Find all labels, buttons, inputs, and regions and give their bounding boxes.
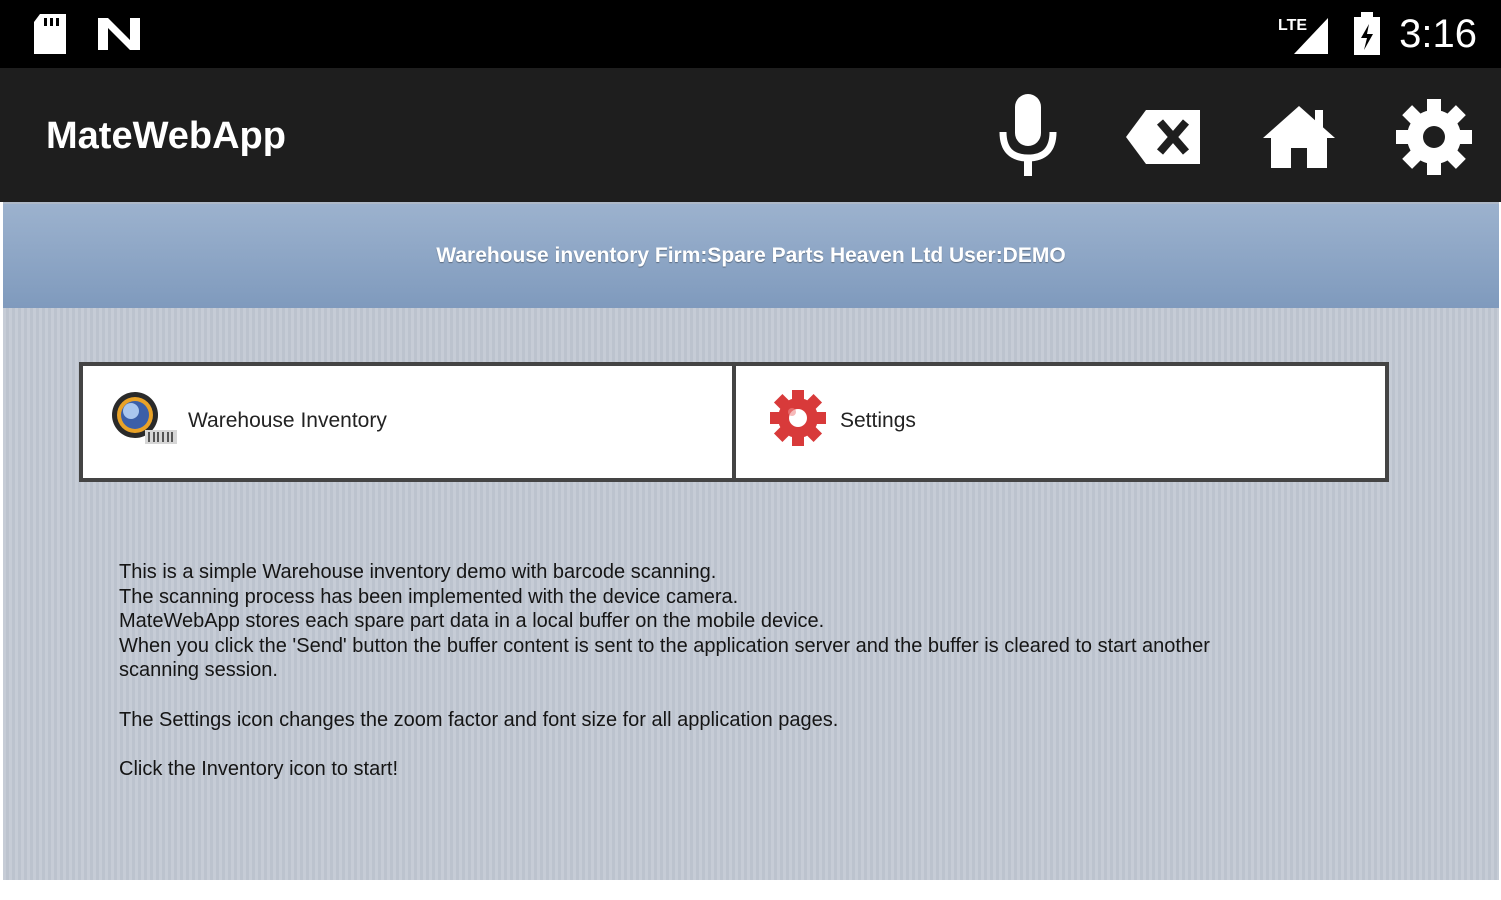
intro-line: scanning session. — [119, 659, 278, 681]
home-icon — [1259, 102, 1339, 172]
microphone-icon — [993, 92, 1063, 182]
sd-card-icon — [32, 12, 68, 61]
backspace-icon — [1124, 102, 1204, 172]
page-header — [3, 202, 1499, 308]
lte-label: LTE — [1278, 17, 1308, 34]
bottom-strip — [0, 880, 1501, 900]
settings-gear-icon — [1394, 97, 1474, 177]
nfc-n-icon — [96, 14, 142, 59]
intro-line: This is a simple Warehouse inventory demo with barcode scanning. — [119, 561, 717, 583]
settings-tile[interactable] — [732, 366, 1385, 478]
settings-button[interactable] — [1392, 92, 1476, 182]
red-gear-icon — [768, 388, 828, 453]
battery-charging-icon — [1352, 12, 1382, 61]
settings-label: Settings — [840, 409, 916, 432]
microphone-button[interactable] — [986, 92, 1070, 182]
intro-text — [119, 560, 1369, 782]
warehouse-inventory-tile[interactable] — [83, 366, 732, 478]
settings-hint: The Settings icon changes the zoom factor and font size for all application pages. — [119, 708, 839, 731]
intro-line: The scanning process has been implemented with the device camera. — [119, 585, 739, 608]
content-area — [3, 202, 1499, 880]
lte-signal-icon — [1278, 12, 1332, 61]
status-bar — [0, 0, 1501, 68]
app-title: MateWebApp — [46, 115, 286, 157]
action-bar — [0, 68, 1501, 202]
backspace-button[interactable] — [1122, 92, 1206, 182]
home-button[interactable] — [1257, 92, 1341, 182]
page-header-text: Warehouse inventory Firm:Spare Parts Heaven Ltd User:DEMO — [436, 244, 1066, 267]
inventory-scan-icon — [109, 388, 179, 453]
status-clock: 3:16 — [1399, 12, 1477, 56]
main-menu — [79, 362, 1389, 482]
intro-line: When you click the 'Send' button the buffer content is sent to the application server and the buffer is cleared to start another — [119, 634, 1210, 657]
start-hint: Click the Inventory icon to start! — [119, 758, 399, 780]
warehouse-inventory-label: Warehouse Inventory — [188, 409, 387, 432]
intro-line: MateWebApp stores each spare part data in a local buffer on the mobile device. — [119, 610, 825, 632]
